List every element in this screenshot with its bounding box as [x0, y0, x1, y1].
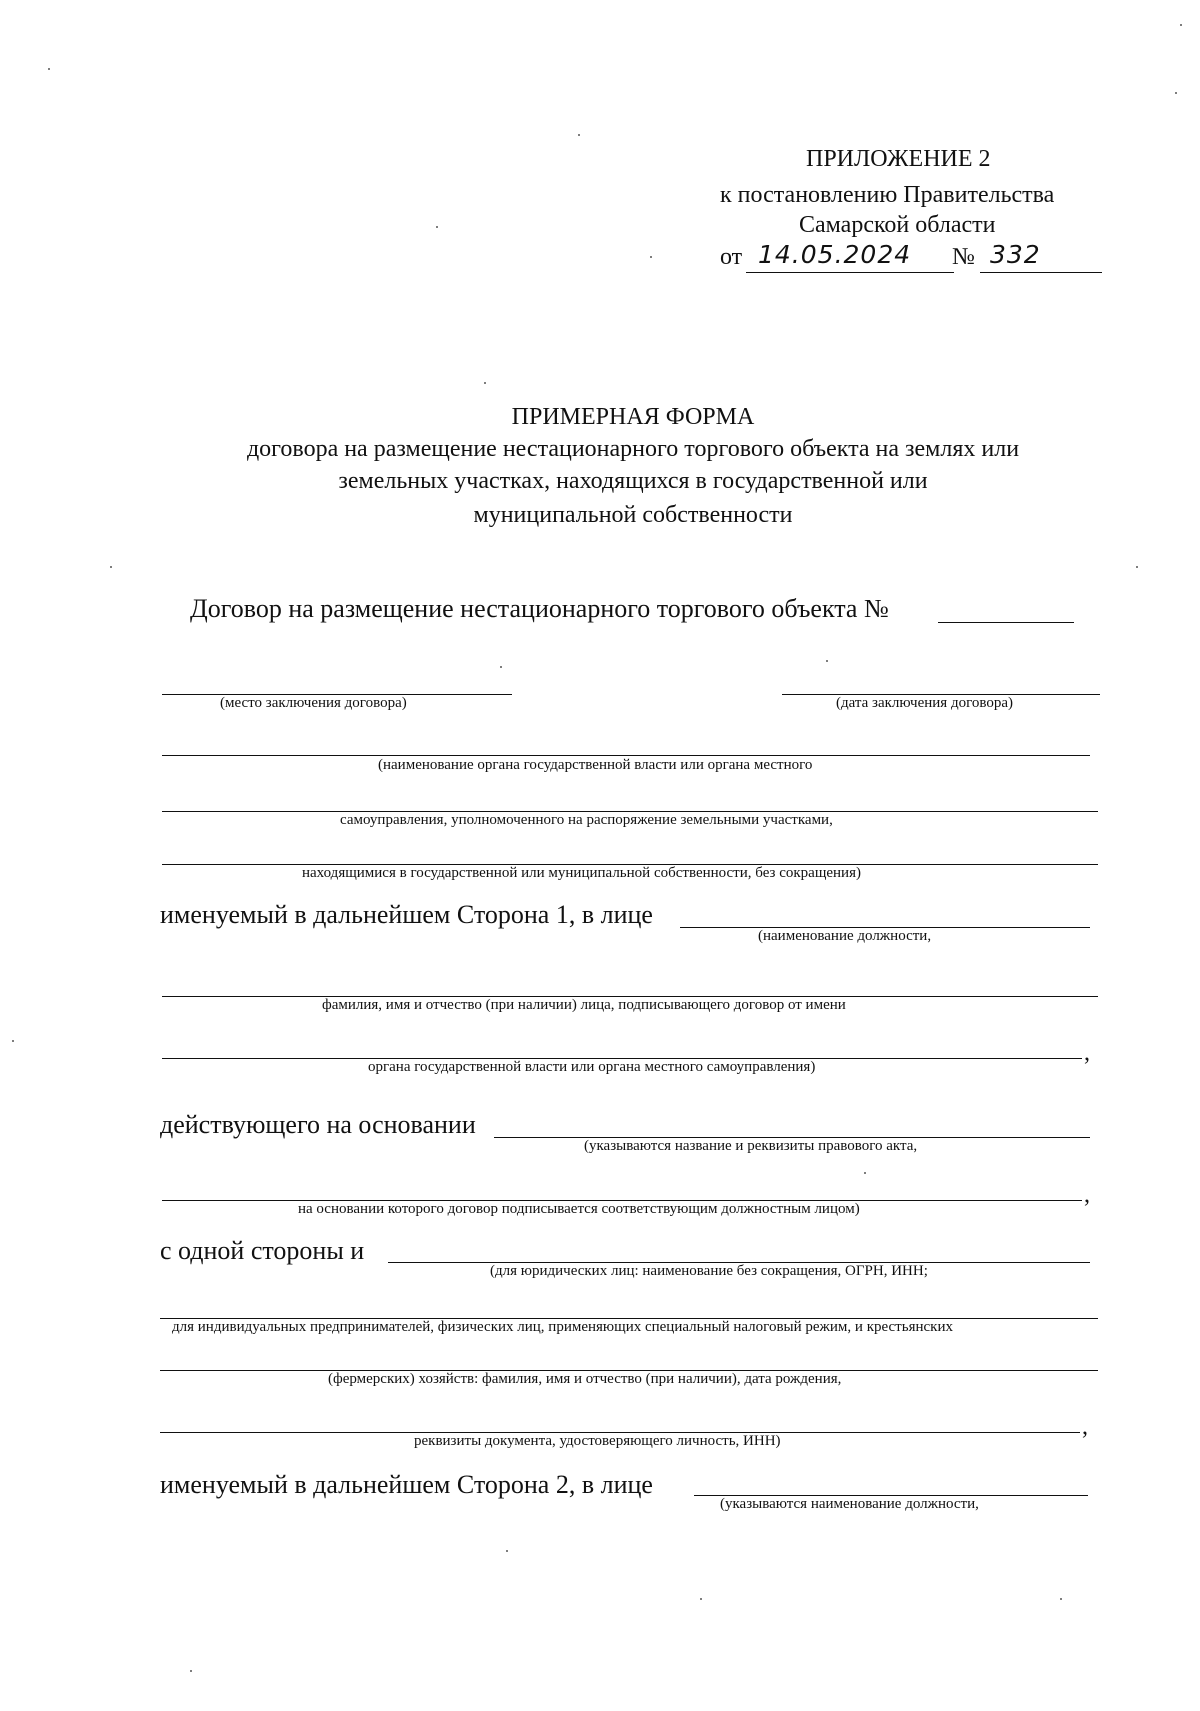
scan-speck: [1180, 24, 1182, 26]
date-caption: (дата заключения договора): [836, 695, 1013, 711]
basis-label: действующего на основании: [160, 1110, 476, 1139]
scan-speck: [12, 1040, 14, 1042]
scan-speck: [578, 134, 580, 136]
scan-speck: [1175, 92, 1177, 94]
scan-speck: [1060, 1598, 1062, 1600]
number-underline: [980, 272, 1102, 273]
party2-comma: ,: [1082, 1414, 1088, 1440]
contract-title: Договор на размещение нестационарного торгового объекта №: [190, 594, 889, 623]
scan-speck: [826, 660, 828, 662]
authority-caption-2: самоуправления, уполномоченного на распоряжение земельными участками,: [340, 812, 833, 828]
date-underline: [746, 272, 954, 273]
appendix-line-2: Самарской области: [799, 212, 996, 238]
scan-speck: [436, 226, 438, 228]
contract-number-field[interactable]: [938, 622, 1074, 623]
party2-rep-caption: (указываются наименование должности,: [720, 1496, 979, 1512]
scan-speck: [500, 666, 502, 668]
basis-caption-1: (указываются название и реквизиты правового акта,: [584, 1138, 918, 1154]
party1-caption-3: органа государственной власти или органа местного самоуправления): [368, 1059, 816, 1075]
authority-caption-1: (наименование органа государственной власти или органа местного: [378, 757, 813, 773]
authority-caption-3: находящимися в государственной или муниципальной собственности, без сокращения): [302, 865, 861, 881]
scan-speck: [1136, 566, 1138, 568]
basis-caption-2: на основании которого договор подписывается соответствующим должностным лицом): [298, 1201, 860, 1217]
appendix-number-prefix: №: [952, 244, 975, 270]
party1-caption-1: (наименование должности,: [758, 928, 932, 944]
scan-speck: [110, 566, 112, 568]
scan-speck: [650, 256, 652, 258]
form-title: ПРИМЕРНАЯ ФОРМА: [511, 404, 755, 430]
party1-caption-2: фамилия, имя и отчество (при наличии) лица, подписывающего договор от имени: [322, 997, 846, 1013]
appendix-line-1: к постановлению Правительства: [720, 182, 1055, 208]
party1-label: именуемый в дальнейшем Сторона 1, в лице: [160, 900, 653, 929]
basis-comma: ,: [1084, 1182, 1090, 1208]
form-subtitle-3: муниципальной собственности: [473, 502, 793, 528]
appendix-number: 332: [990, 240, 1041, 269]
place-caption: (место заключения договора): [220, 695, 407, 711]
party2-caption-4: реквизиты документа, удостоверяющего личность, ИНН): [414, 1433, 781, 1449]
party1-comma: ,: [1084, 1040, 1090, 1066]
form-subtitle-1: договора на размещение нестационарного торгового объекта на землях или: [246, 436, 1020, 462]
appendix-date: 14.05.2024: [758, 240, 912, 269]
scan-speck: [48, 68, 50, 70]
party2-caption-2: для индивидуальных предпринимателей, физических лиц, применяющих специальный налоговый режим, и крестьянских: [172, 1319, 953, 1335]
scan-speck: [864, 1172, 866, 1174]
scan-speck: [700, 1598, 702, 1600]
scan-speck: [484, 382, 486, 384]
party2-caption-1: (для юридических лиц: наименование без сокращения, ОГРН, ИНН;: [490, 1263, 928, 1279]
party2-label: именуемый в дальнейшем Сторона 2, в лице: [160, 1470, 653, 1499]
appendix-date-prefix: от: [720, 244, 743, 270]
scan-speck: [506, 1550, 508, 1552]
party2-caption-3: (фермерских) хозяйств: фамилия, имя и отчество (при наличии), дата рождения,: [328, 1371, 842, 1387]
authority-field-1[interactable]: [162, 755, 1090, 756]
form-subtitle-2: земельных участках, находящихся в государственной или: [338, 468, 928, 494]
other-side-label: с одной стороны и: [160, 1236, 365, 1265]
scan-speck: [190, 1670, 192, 1672]
appendix-title: ПРИЛОЖЕНИЕ 2: [806, 146, 991, 172]
